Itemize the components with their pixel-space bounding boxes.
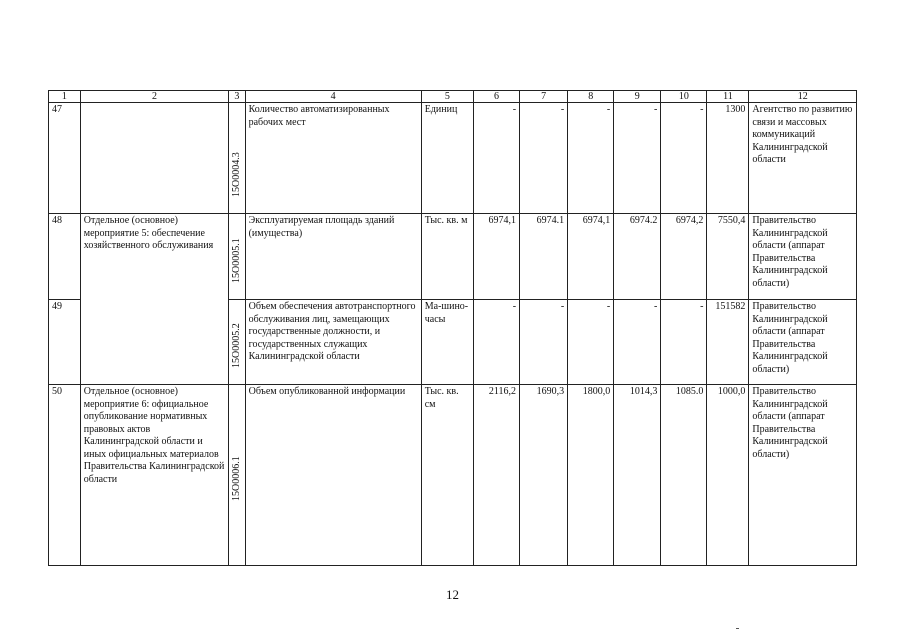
value-cell: 6974.2 [614, 214, 661, 300]
event-cell [80, 103, 228, 214]
table-row [49, 385, 857, 566]
responsible-cell: Правительство Калининградской области (аппарат Правительства Калининградской области) [749, 385, 857, 566]
value-cell: 1014,3 [614, 385, 661, 566]
value-cell: - [661, 103, 707, 214]
header-cell: 6 [473, 91, 519, 103]
value-cell: - [661, 300, 707, 385]
code-cell [229, 103, 245, 214]
header-cell: 12 [749, 91, 857, 103]
table-row [49, 103, 857, 214]
header-cell: 10 [661, 91, 707, 103]
value-cell: - [568, 103, 614, 214]
header-cell: 5 [421, 91, 473, 103]
header-cell: 7 [520, 91, 568, 103]
code-text: 15О0004.3 [230, 151, 242, 197]
value-cell: - [473, 300, 519, 385]
row-number: 49 [49, 300, 81, 385]
row-number: 48 [49, 214, 81, 300]
header-cell: 9 [614, 91, 661, 103]
value-cell: 1000,0 [707, 385, 749, 566]
value-cell: - [614, 103, 661, 214]
code-text: 15О0005.2 [230, 322, 242, 368]
value-cell: 1085.0 [661, 385, 707, 566]
code-cell [229, 214, 245, 300]
unit-cell: Единиц [421, 103, 473, 214]
unit-cell: Тыс. кв. см [421, 385, 473, 566]
value-cell: 1300 [707, 103, 749, 214]
header-cell: 8 [568, 91, 614, 103]
page-number: 12 [446, 587, 459, 602]
code-cell [229, 300, 245, 385]
indicators-table [48, 90, 857, 566]
header-cell: 4 [245, 91, 421, 103]
value-cell: 6974,1 [568, 214, 614, 300]
header-cell: 1 [49, 91, 81, 103]
indicator-cell: Объем обеспечения автотранспортного обслуживания лиц, замещающих государственные должности, и государственных служащих Калининградской области [245, 300, 421, 385]
value-cell: 1800,0 [568, 385, 614, 566]
unit-cell: Ма-шино-часы [421, 300, 473, 385]
value-cell: 6974,1 [473, 214, 519, 300]
value-cell: 7550,4 [707, 214, 749, 300]
value-cell: 2116,2 [473, 385, 519, 566]
event-cell: Отдельное (основное) мероприятие 6: официальное опубликование нормативных правовых актов Калининградской области и иных официальных материалов Правительства Калининградской области [80, 385, 228, 566]
value-cell: 6974,2 [661, 214, 707, 300]
value-cell: - [614, 300, 661, 385]
row-number: 47 [49, 103, 81, 214]
value-cell: - [520, 300, 568, 385]
value-cell: - [568, 300, 614, 385]
header-cell: 2 [80, 91, 228, 103]
event-cell: Отдельное (основное) мероприятие 5: обеспечение хозяйственного обслуживания [80, 214, 228, 385]
table-row [49, 214, 857, 300]
value-cell: 151582 [707, 300, 749, 385]
code-text: 15О0006.1 [230, 455, 242, 501]
unit-cell: Тыс. кв. м [421, 214, 473, 300]
responsible-cell: Правительство Калининградской области (аппарат Правительства Калининградской области) [749, 300, 857, 385]
value-cell: - [473, 103, 519, 214]
value-cell: 6974.1 [520, 214, 568, 300]
code-cell [229, 385, 245, 566]
value-cell: 1690,3 [520, 385, 568, 566]
header-row [49, 91, 857, 103]
scan-mark [736, 628, 739, 629]
header-cell: 11 [707, 91, 749, 103]
responsible-cell: Агентство по развитию связи и массовых коммуникаций Калининградской области [749, 103, 857, 214]
value-cell: - [520, 103, 568, 214]
indicator-cell: Количество автоматизированных рабочих мест [245, 103, 421, 214]
row-number: 50 [49, 385, 81, 566]
indicator-cell: Объем опубликованной информации [245, 385, 421, 566]
header-cell: 3 [229, 91, 245, 103]
responsible-cell: Правительство Калининградской области (аппарат Правительства Калининградской области) [749, 214, 857, 300]
code-text: 15О0005.1 [230, 237, 242, 283]
indicator-cell: Эксплуатируемая площадь зданий (имущества) [245, 214, 421, 300]
